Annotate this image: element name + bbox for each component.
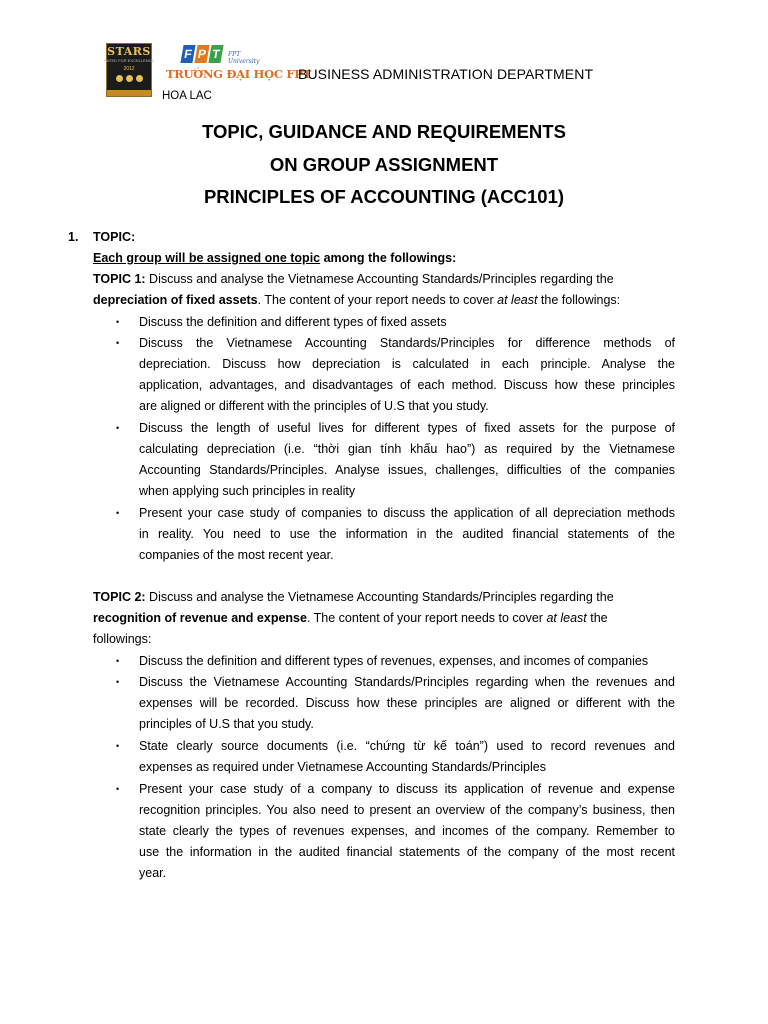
- bullet-icon: •: [116, 784, 120, 794]
- topic-1-label: TOPIC 1:: [93, 272, 146, 286]
- topic-2-bullet-2-line-3: principles of U.S that you study.: [139, 717, 314, 731]
- assignment-instruction: Each group will be assigned one topic among the followings:: [93, 251, 457, 265]
- topic-2-bullet-4-line-2: recognition principles. You also need to present an overview of the company’s business, then: [139, 803, 675, 817]
- topic-1-bullet-3-line-4: when applying such principles in reality: [139, 484, 356, 498]
- fpt-university-name: TRƯỜNG ĐẠI HỌC FPT: [166, 67, 311, 81]
- topic-1-bullet-2-line-3: application, advantages, and disadvantages of each method. Discuss how these principles: [139, 378, 675, 392]
- document-title-line-2: ON GROUP ASSIGNMENT: [269, 154, 499, 175]
- topic-2-bullet-3-line-2: expenses as required under Vietnamese Accounting Standards/Principles: [139, 760, 546, 774]
- stars-logo-subtitle: RATED FOR EXCELLENCE: [103, 58, 155, 63]
- topic-2-intro: TOPIC 2: Discuss and analyse the Vietnamese Accounting Standards/Principles regarding the: [93, 590, 614, 604]
- stars-rating-logo: [103, 43, 155, 97]
- topic-1-bullet-2-line-4: are aligned or different with the principles of U.S that you study.: [139, 399, 489, 413]
- topic-1-subject: depreciation of fixed assets: [93, 293, 258, 307]
- document-title-line-3: PRINCIPLES OF ACCOUNTING (ACC101): [203, 186, 565, 207]
- topic-1-intro: TOPIC 1: Discuss and analyse the Vietnamese Accounting Standards/Principles regarding the: [93, 272, 614, 286]
- section-heading: TOPIC:: [93, 230, 136, 244]
- topic-2-cover-continued: followings:: [93, 632, 152, 646]
- bullet-icon: •: [116, 508, 120, 518]
- topic-2-label: TOPIC 2:: [93, 590, 146, 604]
- bullet-icon: •: [116, 317, 120, 327]
- campus-name: HOA LAC: [162, 90, 212, 102]
- topic-1-bullet-2-line-2: depreciation. Discuss how depreciation is calculated in each principle. Analyse the: [139, 357, 675, 371]
- bullet-icon: •: [116, 338, 120, 348]
- topic-2-bullet-2-line-2: expenses will be recorded. Discuss how these principles are aligned or different with the: [139, 696, 675, 710]
- stars-logo-bar: [107, 90, 151, 96]
- topic-1-bullet-4-line-2: in reality. You need to use the information in the audited financial statements of the: [139, 527, 675, 541]
- topic-2-bullet-2-line-1: Discuss the Vietnamese Accounting Standards/Principles regarding when the revenues and: [139, 675, 675, 689]
- topic-2-bullet-3-line-1: State clearly source documents (i.e. “chứng từ kế toán”) used to record revenues and: [139, 739, 675, 753]
- topic-1-bullet-3-line-3: Accounting Standards/Principles. Analyse issues, challenges, difficulties of the companies: [139, 463, 675, 477]
- topic-1-cover: depreciation of fixed assets. The content of your report needs to cover at least the followings:: [93, 293, 621, 307]
- department-name: BUSINESS ADMINISTRATION DEPARTMENT: [298, 66, 594, 82]
- fpt-letters-icon: F P T: [182, 45, 222, 63]
- topic-2-bullet-1: Discuss the definition and different types of revenues, expenses, and incomes of companies: [139, 654, 649, 668]
- topic-2-cover: recognition of revenue and expense. The content of your report needs to cover at least the: [93, 611, 608, 625]
- stars-logo-word: STARS: [107, 45, 151, 58]
- topic-1-bullet-4-line-3: companies of the most recent year.: [139, 548, 334, 562]
- topic-2-bullet-4-line-1: Present your case study of a company to discuss its application of revenue and expense: [139, 782, 675, 796]
- topic-2-bullet-4-line-3: state clearly the types of revenues expenses, and incomes of the company. Remember to: [139, 824, 675, 838]
- topic-1-bullet-3-line-2: calculating depreciation (i.e. “thời gian tính khấu hao”) as required by the Vietnamese: [139, 442, 675, 456]
- bullet-icon: •: [116, 423, 120, 433]
- stars-logo-year: 2012: [123, 66, 135, 72]
- topic-1-bullet-4-line-1: Present your case study of companies to discuss the application of all depreciation methods: [139, 506, 675, 520]
- fpt-university-logo: [160, 43, 311, 91]
- topic-2-subject: recognition of revenue and expense: [93, 611, 307, 625]
- topic-1-bullet-3-line-1: Discuss the length of useful lives for different types of fixed assets for the purpose of: [139, 421, 675, 435]
- bullet-icon: •: [116, 677, 120, 687]
- topic-2-bullet-4-line-4: use the information in the audited financial statements of the company of the most recent: [139, 845, 675, 859]
- document-title-line-1: TOPIC, GUIDANCE AND REQUIREMENTS: [202, 121, 566, 142]
- topic-2-bullet-4-line-5: year.: [139, 866, 167, 880]
- stars-logo-dots-icon: [116, 75, 143, 82]
- topic-1-bullet-2-line-1: Discuss the Vietnamese Accounting Standards/Principles for difference methods of: [139, 336, 675, 350]
- bullet-icon: •: [116, 741, 120, 751]
- fpt-university-caption: FPT University: [228, 51, 260, 65]
- topic-1-bullet-1: Discuss the definition and different types of fixed assets: [139, 315, 447, 329]
- bullet-icon: •: [116, 656, 120, 666]
- section-number: 1.: [68, 230, 79, 244]
